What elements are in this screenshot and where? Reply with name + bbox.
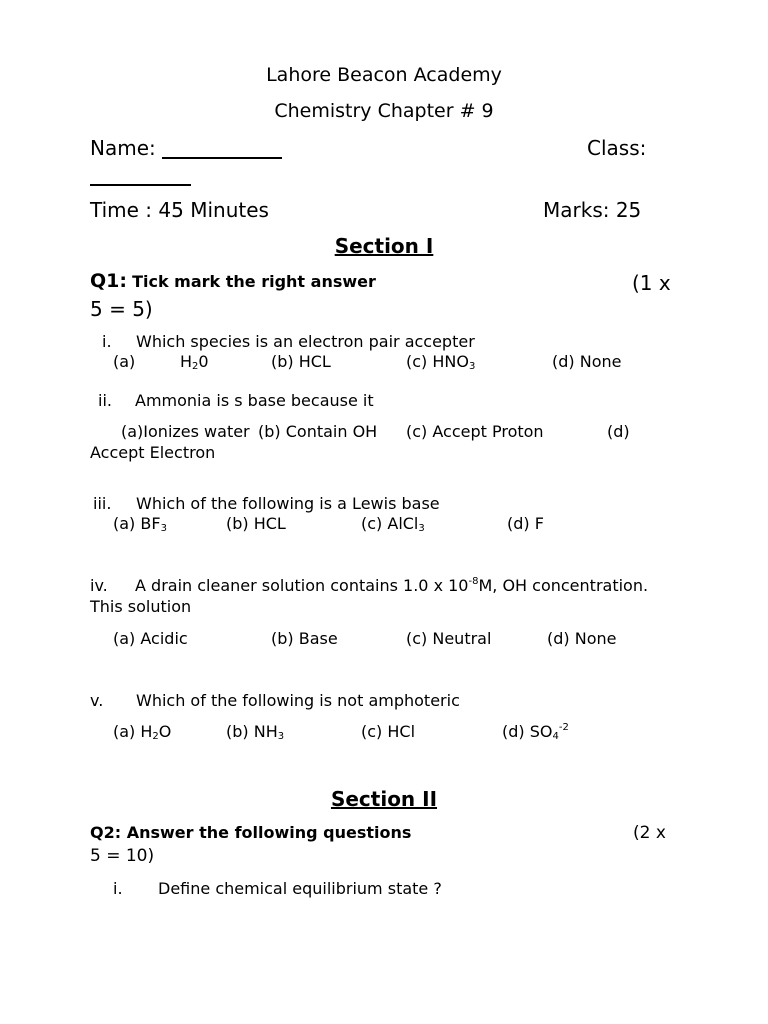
name-field [90, 136, 282, 160]
q1-heading [90, 270, 376, 292]
q2-number: Q2: [90, 823, 122, 842]
item-2-option-a: (a)Ionizes water [121, 422, 250, 441]
item-1-option-a-label: (a) [113, 352, 136, 371]
q2-item-1-stem: Define chemical equilibrium state ? [158, 879, 442, 898]
class-label: Class: [587, 136, 647, 160]
section-1-title: Section I [334, 234, 434, 258]
item-4-option-b: (b) Base [271, 629, 338, 648]
item-3-option-d: (d) F [507, 514, 544, 533]
item-3-stem: Which of the following is a Lewis base [136, 494, 440, 513]
item-1-option-a: $H_20$ [180, 352, 209, 372]
item-4-stem-continued: This solution [90, 597, 192, 616]
item-5-option-b: (b) $NH_3$ [226, 722, 285, 742]
item-5-option-d: (d) $SO_4^{-2}$ [502, 722, 569, 742]
q1-marks-a: (1 x [632, 271, 671, 295]
item-4-option-c: (c) Neutral [406, 629, 492, 648]
q2-heading [90, 823, 411, 842]
item-1-number: i. [102, 332, 112, 351]
name-blank [162, 139, 282, 159]
item-4-stem: A drain cleaner solution contains 1.0 x $10^{-8}M$, OH concentration. [135, 576, 649, 595]
item-1-option-d: (d) None [552, 352, 622, 371]
time-label: Time : 45 Minutes [90, 198, 269, 222]
item-3-option-b: (b) HCL [226, 514, 286, 533]
section-2-title: Section II [330, 787, 438, 811]
item-3-option-c: (c) AlCl$_3$ [361, 514, 425, 534]
item-3-option-a: (a) $BF_3$ [113, 514, 167, 534]
item-2-number: ii. [98, 391, 112, 410]
item-1-option-b: (b) HCL [271, 352, 331, 371]
name-label: Name: [90, 136, 156, 160]
school-name: Lahore Beacon Academy [266, 64, 502, 86]
q2-item-1-number: i. [113, 879, 123, 898]
q1-number: Q1: [90, 270, 127, 292]
item-4-number: iv. [90, 576, 108, 595]
item-5-option-a: (a) $H_2O$ [113, 722, 172, 742]
item-2-stem: Ammonia is s base because it [135, 391, 374, 410]
item-4-option-a: (a) Acidic [113, 629, 188, 648]
q2-marks-b: 5 = 10) [90, 846, 155, 866]
item-5-number: v. [90, 691, 104, 710]
class-blank [90, 166, 191, 186]
item-1-stem: Which species is an electron pair accepter [136, 332, 475, 351]
item-3-number: iii. [93, 494, 112, 513]
item-5-option-c: (c) HCl [361, 722, 416, 741]
item-4-option-d: (d) None [547, 629, 617, 648]
item-1-option-c: (c) $HNO_3$ [406, 352, 476, 372]
q1-text: Tick mark the right answer [132, 272, 376, 291]
item-2-option-b: (b) Contain OH [258, 422, 378, 441]
item-2-option-d: Accept Electron [90, 443, 216, 462]
q1-marks-b: 5 = 5) [90, 297, 153, 321]
chapter-title: Chemistry Chapter # 9 [274, 100, 494, 122]
q2-marks-a: (2 x [633, 823, 666, 843]
item-2-option-d-label: (d) [607, 422, 630, 441]
marks-label: Marks: 25 [543, 198, 642, 222]
item-2-option-c: (c) Accept Proton [406, 422, 544, 441]
q2-text: Answer the following questions [126, 823, 412, 842]
item-5-stem: Which of the following is not amphoteric [136, 691, 460, 710]
